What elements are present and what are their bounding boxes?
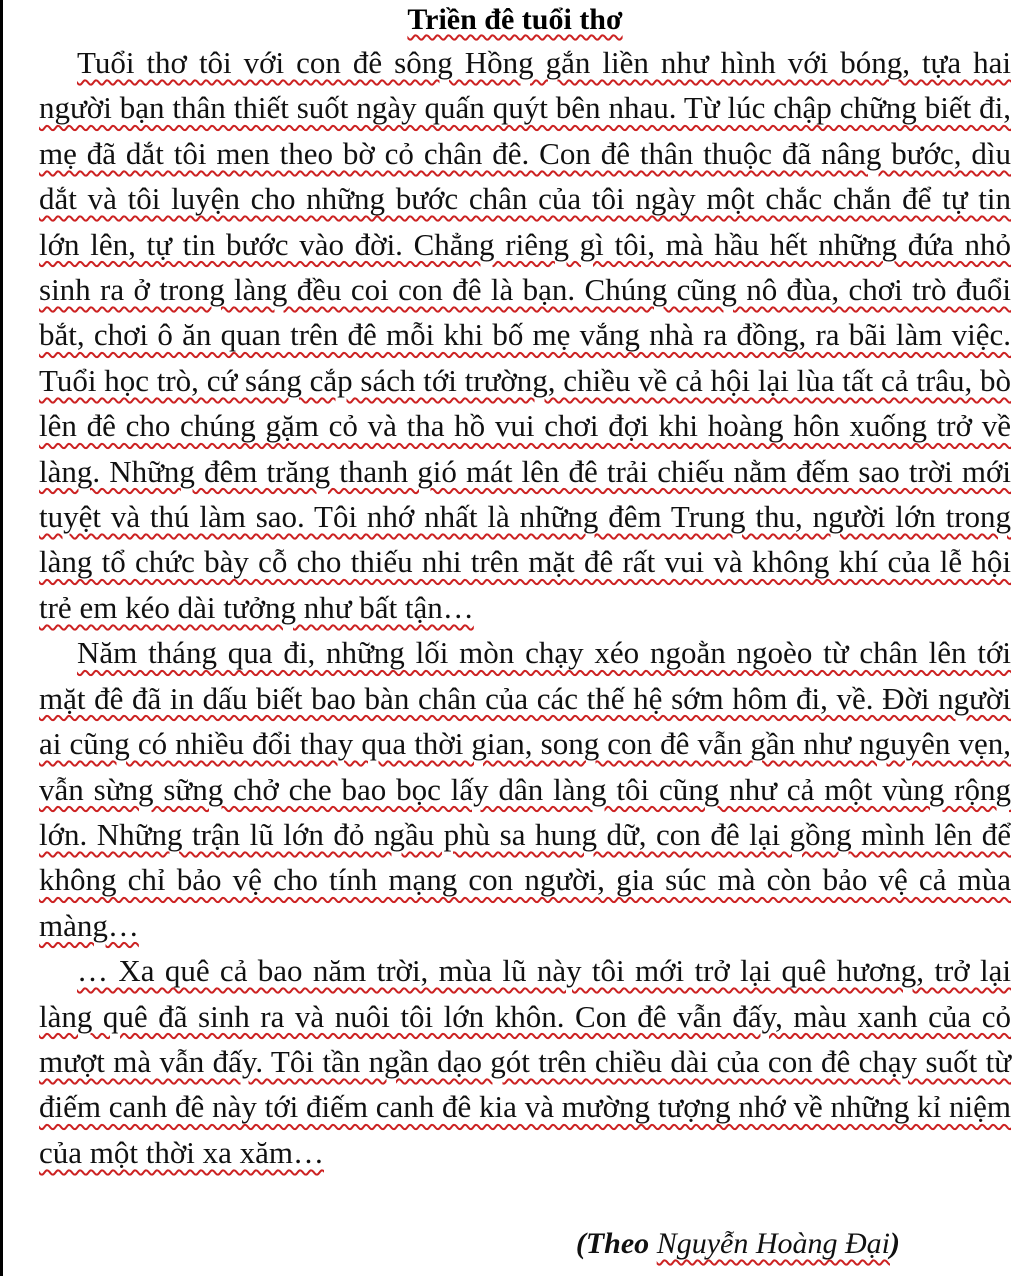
paragraph-3: … Xa quê cả bao năm trời, mùa lũ này tôi mới trở lại quê hương, trở lại làng quê đã sinh ra và nuôi tôi lớn khôn. Con đê vẫn đấy, màu xanh của cỏ mượt mà vẫn đấy. Tôi tần ngần dạo gót trên chiều dài của con đê chạy suốt từ điếm canh đê này tới điếm canh đê kia và mường tượng nhớ về những kỉ niệm của một thời xa xăm…: [39, 953, 1011, 1170]
paragraph-2: Năm tháng qua đi, những lối mòn chạy xéo ngoằn ngoèo từ chân lên tới mặt đê đã in dấu biết bao bàn chân của các thế hệ sớm hôm đi, về. Đời người ai cũng có nhiều đổi thay qua thời gian, song con đê vẫn gần như nguyên vẹn, vẫn sừng sững chở che bao bọc lấy dân làng tôi cũng như cả một vùng rộng lớn. Những trận lũ lớn đỏ ngầu phù sa hung dữ, con đê lại gồng mình lên để không chỉ bảo vệ cho tính mạng con người, gia súc mà còn bảo vệ cả mùa màng…: [39, 635, 1011, 943]
document-title-text: Triền đê tuổi thơ: [407, 3, 623, 36]
source-prefix: (Theo: [575, 1227, 657, 1260]
paragraph-1: Tuổi thơ tôi với con đê sông Hồng gắn liền như hình với bóng, tựa hai người bạn thân thiết suốt ngày quấn quýt bên nhau. Từ lúc chập chững biết đi, mẹ đã dắt tôi men theo bờ cỏ chân đê. Con đê thân thuộc đã nâng bước, dìu dắt và tôi luyện cho những bước chân của tôi ngày một chắc chắn để tự tin lớn lên, tự tin bước vào đời. Chẳng riêng gì tôi, mà hầu hết những đứa nhỏ sinh ra ở trong làng đều coi con đê là bạn. Chúng cũng nô đùa, chơi trò đuổi bắt, chơi ô ăn quan trên đê mỗi khi bố mẹ vắng nhà ra đồng, ra bãi làm việc. Tuổi học trò, cứ sáng cắp sách tới trường, chiều về cả hội lại lùa tất cả trâu, bò lên đê cho chúng gặm cỏ và tha hồ vui chơi đợi khi hoàng hôn xuống trở về làng. Những đêm trăng thanh gió mát lên đê trải chiếu nằm đếm sao trời mới tuyệt và thú làm sao. Tôi nhớ nhất là những đêm Trung thu, người lớn trong làng tổ chức bày cỗ cho thiếu nhi trên mặt đê rất vui và không khí của lễ hội trẻ em kéo dài tưởng như bất tận…: [39, 45, 1011, 625]
source-suffix: ): [890, 1227, 900, 1260]
source-author: Nguyễn Hoàng Đại: [656, 1227, 890, 1260]
document-body: [39, 40, 1011, 1175]
document-title: [3, 0, 1024, 40]
source-citation: [576, 1224, 900, 1264]
